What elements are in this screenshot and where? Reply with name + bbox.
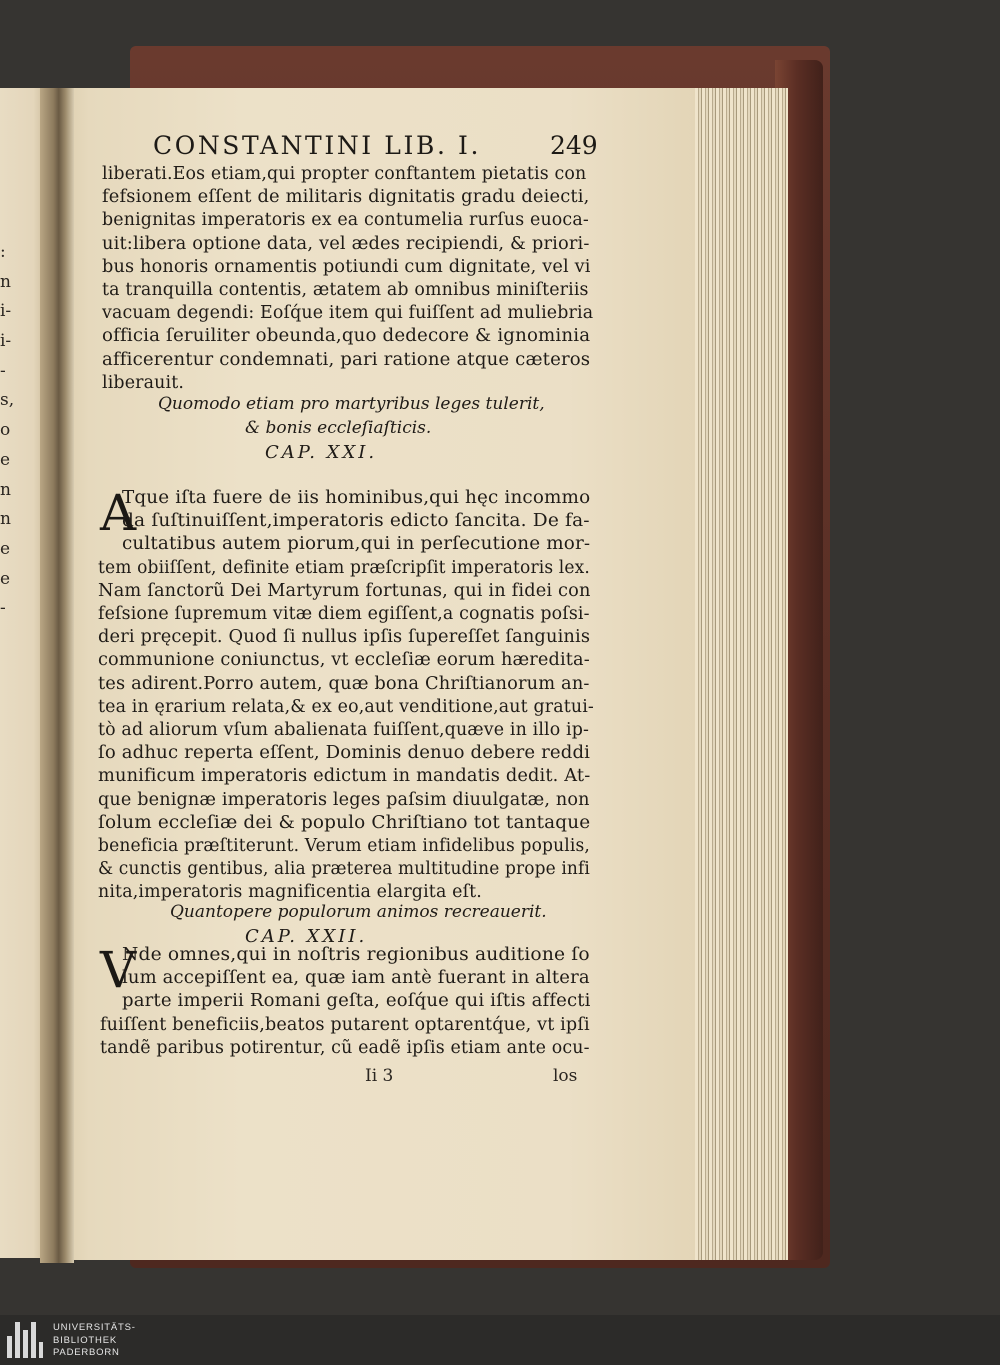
text-line: munificum imperatoris edictum in mandatis dedit. At- — [98, 766, 591, 787]
text-line: tem obiiſſent, definite etiam præſcripſit imperatoris lex. — [98, 557, 590, 578]
previous-page-fragments — [0, 238, 14, 624]
fragment-char: n — [0, 509, 11, 530]
page-fore-edge — [688, 88, 788, 1260]
running-title: CONSTANTINI LIB. I. — [153, 131, 482, 160]
text-line: nita,imperatoris magnificentia elargita eſt. — [98, 882, 482, 903]
text-line: beneficia præſtiterunt. Verum etiam infidelibus populis, — [98, 836, 590, 856]
fragment-char: n — [0, 271, 11, 292]
text-line: deri pręcepit. Quod ſi nullus ipſis ſupereſſet ſanguinis — [98, 627, 591, 648]
text-line: da ſuſtinuiſſent,imperatoris edicto ſancita. De fa- — [122, 511, 590, 532]
drop-cap-a: A — [100, 484, 137, 542]
signature-mark: Ii 3 — [365, 1066, 394, 1086]
text-line: uit:libera optione data, vel ædes recipiendi, & priori- — [102, 233, 590, 254]
fragment-char: o — [0, 420, 11, 441]
fragment-char: - — [0, 598, 6, 619]
fragment-char: s, — [0, 390, 15, 411]
text-line: communione coniunctus, vt eccleſiæ eorum hæredita- — [98, 650, 590, 671]
text-line: ſolum eccleſiæ dei & populo Chriſtiano tot tantaque — [98, 812, 591, 833]
catchword: los — [553, 1066, 578, 1086]
text-line: vacuam degendi: Eoſq́ue item qui fuiſſent ad muliebria — [102, 303, 594, 324]
text-line: ſo adhuc reperta eſſent, Dominis denuo debere reddi — [98, 743, 591, 764]
text-line: cultatibus autem piorum,qui in perſecutione mor- — [122, 534, 591, 555]
text-line: liberauit. — [102, 372, 185, 393]
text-line: parte imperii Romani geſta, eoſq́ue qui iſtis affecti — [122, 991, 591, 1012]
library-logo-text — [53, 1322, 136, 1360]
logo-line-2: BIBLIOTHEK — [53, 1334, 117, 1346]
drop-cap-v: V — [100, 941, 137, 999]
text-line: tea in ęrarium relata,& ex eo,aut venditione,aut gratui- — [98, 696, 594, 717]
text-line: officia ſeruiliter obeunda,quo dedecore & ignominia — [102, 326, 591, 347]
fragment-char: - — [0, 360, 6, 381]
text-line: tandẽ paribus potirentur, cũ eadẽ ipſis etiam ante ocu- — [100, 1037, 590, 1058]
text-line: Tque iſta fuere de iis hominibus,qui hęc incommo — [122, 488, 591, 508]
text-line: tò ad aliorum vſum abalienata fuiſſent,quæve in illo ip- — [98, 720, 590, 740]
chapter-22-number: CAP. XXII. — [245, 926, 368, 947]
text-line: lum accepiſſent ea, quæ iam antè fuerant in altera — [122, 968, 590, 989]
page-number: 249 — [550, 131, 598, 160]
footer-bar — [0, 1315, 1000, 1365]
chapter-21-number: CAP. XXI. — [265, 442, 378, 463]
fragment-char: e — [0, 568, 11, 589]
text-line: bus honoris ornamentis potiundi cum dignitate, vel vi — [102, 256, 591, 277]
chapter-22-title: Quantopere populorum animos recreauerit. — [170, 902, 547, 922]
text-line: que benignæ imperatoris leges paſsim diuulgatæ, non — [98, 789, 590, 810]
text-line: & cunctis gentibus, alia præterea multitudine prope infi — [98, 859, 590, 880]
fragment-char: e — [0, 538, 11, 559]
fragment-char: : — [0, 242, 6, 262]
chapter-21-title-cont: & bonis eccleſiaſticis. — [245, 418, 432, 438]
fragment-char: i- — [0, 331, 12, 352]
library-logo-icon — [7, 1322, 43, 1358]
text-line: benignitas imperatoris ex ea contumelia rurſus euoca- — [102, 210, 589, 231]
text-line: fefsionem eſſent de militaris dignitatis gradu deiecti, — [102, 187, 590, 208]
text-line: fuiſſent beneficiis,beatos putarent optarentq́ue, vt ipſi — [100, 1014, 590, 1035]
text-line: afficerentur condemnati, pari ratione atque cæteros — [102, 349, 591, 370]
fragment-char: e — [0, 449, 11, 470]
text-line: Nde omnes,qui in noſtris regionibus auditione ſo — [122, 945, 590, 965]
text-line: feſsione ſupremum vitæ diem egiſſent,a cognatis poſsi- — [98, 604, 590, 624]
logo-line-3: PADERBORN — [53, 1347, 120, 1358]
text-line: Nam ſanctorũ Dei Martyrum fortunas, qui in fidei con — [98, 580, 591, 601]
gutter — [40, 88, 74, 1263]
fragment-char: n — [0, 479, 11, 500]
text-line: tes adirent.Porro autem, quæ bona Chriſtianorum an- — [98, 673, 590, 694]
text-line: liberati.Eos etiam,qui propter conftantem pietatis con — [102, 164, 587, 184]
text-line: ta tranquilla contentis, ætatem ab omnibus miniſteriis — [102, 280, 589, 300]
chapter-21-title: Quomodo etiam pro martyribus leges tulerit, — [158, 394, 545, 414]
fragment-char: i- — [0, 301, 12, 322]
logo-line-1: UNIVERSITÄTS- — [53, 1322, 136, 1333]
